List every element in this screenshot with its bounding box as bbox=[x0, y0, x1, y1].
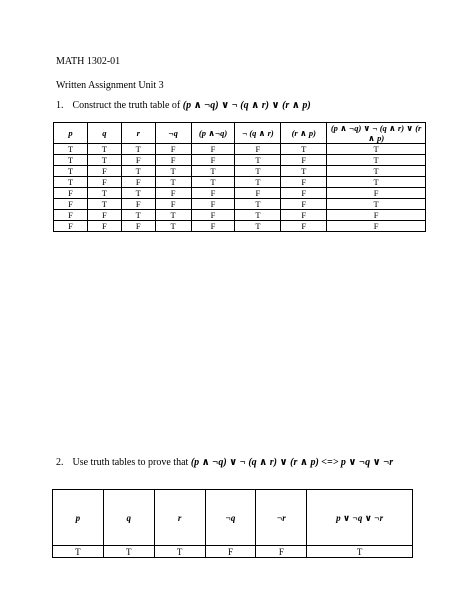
table-cell: F bbox=[235, 188, 281, 199]
table-cell: F bbox=[121, 221, 155, 232]
table-cell: F bbox=[256, 546, 307, 558]
table-cell: T bbox=[54, 155, 88, 166]
truth-table-2-header-row bbox=[53, 490, 413, 546]
table-header-cell: (r ∧ p) bbox=[281, 123, 327, 144]
table-row bbox=[54, 188, 426, 199]
table-cell: T bbox=[53, 546, 104, 558]
table-cell: F bbox=[87, 166, 121, 177]
table-cell: F bbox=[54, 188, 88, 199]
table-cell: F bbox=[155, 155, 191, 166]
table-cell: F bbox=[155, 144, 191, 155]
table-cell: F bbox=[54, 210, 88, 221]
table-cell: T bbox=[155, 177, 191, 188]
table-cell: F bbox=[121, 155, 155, 166]
question-1 bbox=[56, 100, 311, 111]
table-row bbox=[54, 210, 426, 221]
table-cell: F bbox=[327, 210, 426, 221]
table-cell: T bbox=[54, 144, 88, 155]
table-header-cell: r bbox=[121, 123, 155, 144]
table-cell: T bbox=[281, 166, 327, 177]
table-row bbox=[54, 155, 426, 166]
table-cell: F bbox=[191, 221, 235, 232]
table-cell: T bbox=[87, 188, 121, 199]
table-cell: F bbox=[87, 221, 121, 232]
table-cell: F bbox=[327, 188, 426, 199]
question-2-number: 2. bbox=[56, 457, 64, 468]
table-cell: T bbox=[327, 144, 426, 155]
truth-table-1 bbox=[53, 122, 426, 232]
table-cell: F bbox=[191, 210, 235, 221]
table-cell: F bbox=[121, 199, 155, 210]
table-cell: T bbox=[54, 177, 88, 188]
table-cell: F bbox=[54, 221, 88, 232]
assignment-subtitle: Written Assignment Unit 3 bbox=[56, 80, 164, 91]
table-cell: F bbox=[281, 210, 327, 221]
table-header-cell: q bbox=[87, 123, 121, 144]
table-header-cell: q bbox=[103, 490, 154, 546]
table-row bbox=[53, 546, 413, 558]
table-cell: F bbox=[191, 144, 235, 155]
table-cell: F bbox=[121, 177, 155, 188]
table-header-cell: ¬r bbox=[256, 490, 307, 546]
table-cell: T bbox=[307, 546, 413, 558]
question-1-expression: (p ∧ ¬q) ∨ ¬ (q ∧ r) ∨ (r ∧ p) bbox=[182, 100, 311, 111]
table-cell: T bbox=[103, 546, 154, 558]
table-cell: T bbox=[235, 166, 281, 177]
table-cell: F bbox=[87, 210, 121, 221]
table-cell: F bbox=[281, 155, 327, 166]
table-cell: F bbox=[155, 199, 191, 210]
question-1-number: 1. bbox=[56, 100, 64, 111]
table-cell: T bbox=[235, 210, 281, 221]
table-cell: T bbox=[235, 199, 281, 210]
table-row bbox=[54, 177, 426, 188]
table-cell: T bbox=[54, 166, 88, 177]
table-cell: T bbox=[327, 155, 426, 166]
table-cell: T bbox=[191, 166, 235, 177]
table-row bbox=[54, 199, 426, 210]
table-cell: T bbox=[87, 155, 121, 166]
table-cell: F bbox=[205, 546, 256, 558]
table-row bbox=[54, 221, 426, 232]
table-cell: F bbox=[54, 199, 88, 210]
question-2 bbox=[56, 457, 393, 468]
table-cell: T bbox=[235, 177, 281, 188]
table-cell: T bbox=[235, 221, 281, 232]
table-cell: F bbox=[155, 188, 191, 199]
table-cell: T bbox=[155, 166, 191, 177]
table-cell: T bbox=[327, 199, 426, 210]
table-cell: F bbox=[191, 188, 235, 199]
table-cell: T bbox=[327, 177, 426, 188]
table-header-cell: ¬q bbox=[155, 123, 191, 144]
table-cell: F bbox=[87, 177, 121, 188]
table-row bbox=[54, 144, 426, 155]
table-header-cell: r bbox=[154, 490, 205, 546]
table-row bbox=[54, 166, 426, 177]
table-cell: T bbox=[87, 199, 121, 210]
question-1-text: Construct the truth table of bbox=[72, 100, 181, 111]
table-cell: T bbox=[121, 210, 155, 221]
table-header-cell: (p ∧ ¬q) ∨ ¬ (q ∧ r) ∨ (r ∧ p) bbox=[327, 123, 426, 144]
table-cell: T bbox=[281, 144, 327, 155]
table-header-cell: p bbox=[54, 123, 88, 144]
table-cell: T bbox=[121, 188, 155, 199]
table-cell: F bbox=[281, 188, 327, 199]
table-cell: F bbox=[281, 177, 327, 188]
table-header-cell: ¬q bbox=[205, 490, 256, 546]
table-cell: F bbox=[235, 144, 281, 155]
truth-table-1-header-row bbox=[54, 123, 426, 144]
truth-table-2 bbox=[52, 489, 413, 558]
table-cell: T bbox=[191, 177, 235, 188]
table-cell: F bbox=[327, 221, 426, 232]
table-cell: F bbox=[281, 221, 327, 232]
course-title: MATH 1302-01 bbox=[56, 56, 121, 67]
table-cell: F bbox=[191, 155, 235, 166]
table-cell: T bbox=[155, 210, 191, 221]
table-cell: T bbox=[121, 144, 155, 155]
table-cell: T bbox=[154, 546, 205, 558]
table-cell: T bbox=[235, 155, 281, 166]
table-cell: F bbox=[281, 199, 327, 210]
table-cell: T bbox=[327, 166, 426, 177]
table-cell: T bbox=[155, 221, 191, 232]
table-cell: T bbox=[87, 144, 121, 155]
question-2-expression: (p ∧ ¬q) ∨ ¬ (q ∧ r) ∨ (r ∧ p) <=> p ∨ ¬q ∨ ¬r bbox=[190, 457, 394, 468]
table-header-cell: (p ∧¬q) bbox=[191, 123, 235, 144]
table-header-cell: p ∨ ¬q ∨ ¬r bbox=[307, 490, 413, 546]
table-cell: T bbox=[121, 166, 155, 177]
table-cell: F bbox=[191, 199, 235, 210]
question-2-text: Use truth tables to prove that bbox=[72, 457, 189, 468]
table-header-cell: p bbox=[53, 490, 104, 546]
table-header-cell: ¬ (q ∧ r) bbox=[235, 123, 281, 144]
